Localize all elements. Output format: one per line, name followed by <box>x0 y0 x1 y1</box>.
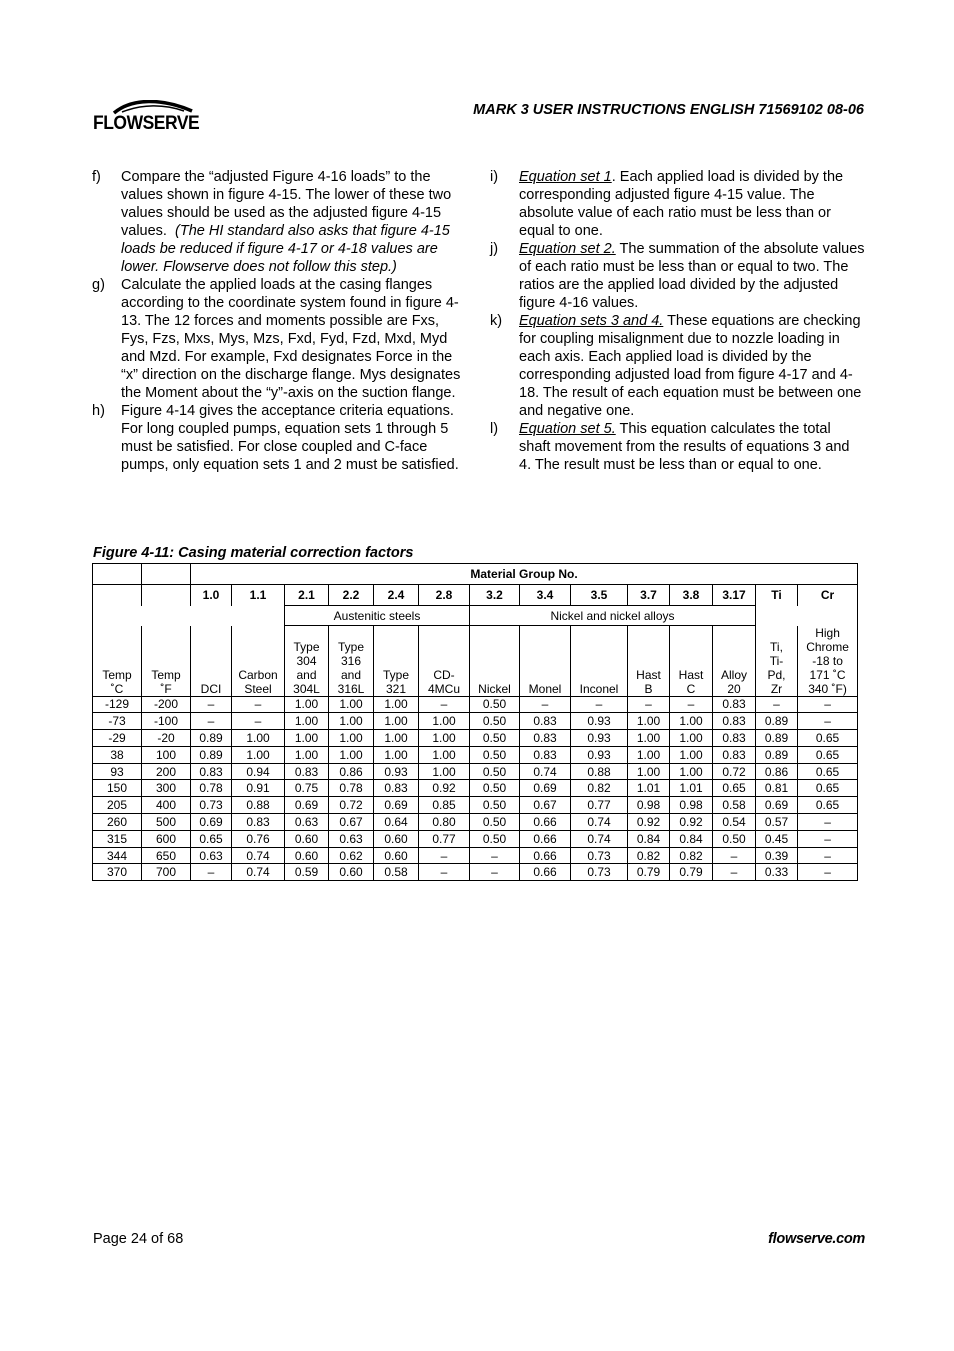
table-cell: – <box>756 696 798 713</box>
table-cell: 0.57 <box>756 814 798 831</box>
material-name-cell: Carbon Steel <box>232 626 285 697</box>
table-cell: 0.98 <box>628 797 670 814</box>
material-name-cell: Hast B <box>628 626 670 697</box>
table-cell: – <box>571 696 628 713</box>
table-cell: 650 <box>142 847 191 864</box>
table-cell: 0.83 <box>713 746 756 763</box>
table-cell: -29 <box>93 730 142 747</box>
table-cell: 1.00 <box>285 713 329 730</box>
table-cell: 0.86 <box>329 763 374 780</box>
material-name-cell: Inconel <box>571 626 628 697</box>
correction-factor-table <box>92 563 858 881</box>
table-cell: 400 <box>142 797 191 814</box>
table-cell: 0.89 <box>191 746 232 763</box>
table-cell: 0.67 <box>329 814 374 831</box>
table-cell: – <box>798 830 858 847</box>
table-cell: – <box>470 847 520 864</box>
table-cell: 0.83 <box>713 713 756 730</box>
group-number-cell: 3.5 <box>571 585 628 606</box>
table-cell: 0.92 <box>670 814 713 831</box>
group-number-cell: 3.8 <box>670 585 713 606</box>
table-cell: – <box>419 847 470 864</box>
table-cell: 0.33 <box>756 864 798 881</box>
table-cell: 0.60 <box>329 864 374 881</box>
table-cell: 0.79 <box>628 864 670 881</box>
item-text <box>519 240 865 312</box>
table-cell: 38 <box>93 746 142 763</box>
table-cell: 0.65 <box>798 780 858 797</box>
table-cell: 0.93 <box>571 730 628 747</box>
table-cell: 1.00 <box>628 763 670 780</box>
table-cell: 0.72 <box>329 797 374 814</box>
table-cell: 100 <box>142 746 191 763</box>
table-cell: 370 <box>93 864 142 881</box>
item-label: i) <box>490 169 499 185</box>
table-cell: 205 <box>93 797 142 814</box>
table-cell: 1.00 <box>374 746 419 763</box>
group-number-cell: 1.0 <box>191 585 232 606</box>
table-cell: 0.58 <box>713 797 756 814</box>
material-name-cell: Ti, Ti- Pd, Zr <box>756 626 798 697</box>
table-cell: 0.50 <box>470 730 520 747</box>
table-cell: 1.00 <box>285 730 329 747</box>
item-label: g) <box>92 277 105 293</box>
item-text: Calculate the applied loads at the casing flanges according to the coordinate system found in figure 4-13. The 12 forces and moments possible are Fxs, Fys, Fzs, Mxs, Mys, Mzs, Fxd, Fyd, Fzd, Mxd, Myd and Mzd. For example, Fxd designates Force in the “x” direction on the discharge flange. Mys designates the Moment about the “y”-axis on the suction flange. <box>121 277 461 401</box>
table-cell: 0.72 <box>713 763 756 780</box>
table-cell: 1.00 <box>628 713 670 730</box>
table-cell: 500 <box>142 814 191 831</box>
item-label: k) <box>490 313 503 329</box>
item-note: (The HI standard also asks that figure 4-15 loads be reduced if figure 4-17 or 4-18 values are lower. Flowserve does not follow this step.) <box>121 223 450 275</box>
table-cell: 0.69 <box>520 780 571 797</box>
table-cell: 0.65 <box>798 763 858 780</box>
table-cell: – <box>628 696 670 713</box>
table-cell: 0.50 <box>470 814 520 831</box>
table-cell: 0.59 <box>285 864 329 881</box>
item-label: l) <box>490 421 499 437</box>
table-cell: 0.92 <box>628 814 670 831</box>
page-number: Page 24 of 68 <box>93 1231 184 1247</box>
nickel-family-header: Nickel and nickel alloys <box>470 606 756 626</box>
table-cell: – <box>419 864 470 881</box>
table-cell: 0.86 <box>756 763 798 780</box>
item-body: This equation calculates the total shaft movement from the results of equations 3 and 4. The result must be less than or equal to one. <box>519 421 850 473</box>
table-cell: 0.60 <box>285 830 329 847</box>
table-cell: 1.00 <box>232 730 285 747</box>
table-cell: 344 <box>93 847 142 864</box>
table-cell: 0.75 <box>285 780 329 797</box>
table-cell: 1.00 <box>670 763 713 780</box>
table-cell: – <box>713 864 756 881</box>
table-cell: 0.93 <box>571 713 628 730</box>
table-cell: 1.00 <box>329 696 374 713</box>
material-name-cell: High Chrome -18 to 171 ˚C 340 ˚F) <box>798 626 858 697</box>
table-cell: 0.74 <box>520 763 571 780</box>
table-cell: 1.00 <box>285 696 329 713</box>
list-item <box>92 168 468 276</box>
table-cell: 0.82 <box>571 780 628 797</box>
document-title: MARK 3 USER INSTRUCTIONS ENGLISH 71569102 08-06 <box>473 102 864 118</box>
table-cell: 0.74 <box>232 864 285 881</box>
table-cell: 0.63 <box>285 814 329 831</box>
table-cell: 0.50 <box>470 713 520 730</box>
table-cell: 0.69 <box>191 814 232 831</box>
item-body: Compare the “adjusted Figure 4-16 loads” to the values shown in figure 4-15. The lower of these two values should be used as the adjusted figure 4-15 values. <box>121 169 452 239</box>
table-cell: 0.63 <box>329 830 374 847</box>
table-row <box>93 830 858 847</box>
item-text <box>121 168 468 276</box>
material-name-cell: Type 321 <box>374 626 419 697</box>
footer-site: flowserve.com <box>768 1231 865 1247</box>
table-cell: 0.50 <box>470 797 520 814</box>
blank-header-cell <box>756 606 858 626</box>
table-cell: -200 <box>142 696 191 713</box>
table-cell: 300 <box>142 780 191 797</box>
item-text: Figure 4-14 gives the acceptance criteria equations. For long coupled pumps, equation sets 1 through 5 must be satisfied. For close coupled and C-face pumps, only equation sets 1 and 2 must be satisfied. <box>121 403 459 473</box>
table-cell: 260 <box>93 814 142 831</box>
table-row <box>93 730 858 747</box>
left-column <box>92 168 468 474</box>
table-cell: 0.73 <box>191 797 232 814</box>
table-cell: 0.78 <box>191 780 232 797</box>
list-item <box>490 168 865 240</box>
table-row <box>93 713 858 730</box>
table-cell: 0.66 <box>520 830 571 847</box>
table-cell: 1.00 <box>419 730 470 747</box>
table-cell: – <box>419 696 470 713</box>
table-cell: 1.00 <box>329 746 374 763</box>
table-cell: 1.01 <box>670 780 713 797</box>
table-cell: 0.65 <box>191 830 232 847</box>
table-cell: 0.69 <box>285 797 329 814</box>
table-cell: 0.88 <box>571 763 628 780</box>
table-cell: – <box>191 696 232 713</box>
right-column <box>490 168 865 474</box>
item-title: Equation sets 3 and 4. <box>519 313 664 329</box>
material-name-cell: Type 304 and 304L <box>285 626 329 697</box>
table-cell: 0.84 <box>670 830 713 847</box>
table-cell: 0.39 <box>756 847 798 864</box>
table-row <box>93 864 858 881</box>
table-cell: 0.65 <box>713 780 756 797</box>
table-cell: 0.60 <box>374 847 419 864</box>
item-text <box>519 168 865 240</box>
table-row <box>93 763 858 780</box>
table-cell: – <box>520 696 571 713</box>
table-cell: 0.60 <box>374 830 419 847</box>
table-cell: – <box>798 713 858 730</box>
table-cell: 0.83 <box>713 730 756 747</box>
table-cell: 150 <box>93 780 142 797</box>
material-name-cell: DCI <box>191 626 232 697</box>
table-cell: 0.67 <box>520 797 571 814</box>
table-cell: 1.01 <box>628 780 670 797</box>
table-cell: 0.74 <box>571 814 628 831</box>
table-row <box>93 746 858 763</box>
austenitic-family-header: Austenitic steels <box>285 606 470 626</box>
list-item <box>490 420 865 474</box>
group-number-cell: 3.7 <box>628 585 670 606</box>
table-cell: 0.89 <box>191 730 232 747</box>
table-cell: 0.83 <box>520 713 571 730</box>
table-cell: 0.81 <box>756 780 798 797</box>
table-cell: 1.00 <box>329 713 374 730</box>
group-number-cell: 3.4 <box>520 585 571 606</box>
table-cell: 0.94 <box>232 763 285 780</box>
table-cell: – <box>191 864 232 881</box>
group-number-cell: 2.4 <box>374 585 419 606</box>
group-number-cell: Ti <box>756 585 798 606</box>
table-cell: 0.50 <box>470 830 520 847</box>
table-cell: 1.00 <box>374 696 419 713</box>
table-cell: 0.79 <box>670 864 713 881</box>
table-cell: 1.00 <box>670 730 713 747</box>
table-cell: 0.64 <box>374 814 419 831</box>
table-row <box>93 696 858 713</box>
list-item <box>490 240 865 312</box>
table-cell: 0.77 <box>419 830 470 847</box>
table-cell: 0.69 <box>756 797 798 814</box>
table-row <box>93 780 858 797</box>
table-cell: 1.00 <box>419 713 470 730</box>
table-cell: 0.50 <box>713 830 756 847</box>
item-title: Equation set 5. <box>519 421 616 437</box>
table-cell: -73 <box>93 713 142 730</box>
figure-caption: Figure 4-11: Casing material correction factors <box>93 545 414 561</box>
temp-c-header: Temp ˚C <box>93 626 142 697</box>
table-cell: 0.78 <box>329 780 374 797</box>
table-cell: 1.00 <box>374 730 419 747</box>
table-cell: 0.89 <box>756 746 798 763</box>
table-row <box>93 797 858 814</box>
table-cell: 1.00 <box>419 763 470 780</box>
table-cell: 0.66 <box>520 847 571 864</box>
item-text <box>519 312 865 420</box>
list-item <box>490 312 865 420</box>
table-cell: 1.00 <box>374 713 419 730</box>
table-cell: 0.66 <box>520 814 571 831</box>
item-body: The summation of the absolute values of each ratio must be less than or equal to two. The ratios are the applied load divided by the adjusted figure 4-16 values. <box>519 241 865 311</box>
table-cell: 0.76 <box>232 830 285 847</box>
item-label: h) <box>92 403 105 419</box>
table-cell: 0.83 <box>285 763 329 780</box>
table-cell: 1.00 <box>232 746 285 763</box>
table-cell: 0.63 <box>191 847 232 864</box>
material-name-cell: CD- 4MCu <box>419 626 470 697</box>
table-cell: – <box>232 713 285 730</box>
table-cell: 0.83 <box>713 696 756 713</box>
table-cell: 0.65 <box>798 797 858 814</box>
table-cell: – <box>798 864 858 881</box>
table-cell: 0.73 <box>571 864 628 881</box>
table-corner-cell <box>93 564 142 585</box>
group-number-cell: Cr <box>798 585 858 606</box>
table-cell: -20 <box>142 730 191 747</box>
table-cell: 0.85 <box>419 797 470 814</box>
table-cell: 0.93 <box>374 763 419 780</box>
table-cell: – <box>232 696 285 713</box>
material-name-cell: Type 316 and 316L <box>329 626 374 697</box>
group-number-cell: 2.8 <box>419 585 470 606</box>
table-cell: – <box>798 814 858 831</box>
table-cell: 0.83 <box>374 780 419 797</box>
table-cell: – <box>713 847 756 864</box>
table-cell: 0.50 <box>470 780 520 797</box>
table-cell: 0.45 <box>756 830 798 847</box>
table-cell: – <box>470 864 520 881</box>
table-cell: – <box>191 713 232 730</box>
table-cell: 0.50 <box>470 763 520 780</box>
table-cell: 0.66 <box>520 864 571 881</box>
item-title: Equation set 2. <box>519 241 616 257</box>
table-cell: 1.00 <box>670 713 713 730</box>
table-cell: – <box>798 847 858 864</box>
group-number-cell: 3.17 <box>713 585 756 606</box>
table-cell: 0.69 <box>374 797 419 814</box>
blank-header-cell <box>93 585 142 606</box>
item-body: These equations are checking for coupling misalignment due to nozzle loading in each axis. Each applied load is divided by the corresponding adjusted load from figure 4-17 and 4-18. The result of each equation must be between one and negative one. <box>519 313 862 419</box>
table-cell: 0.83 <box>232 814 285 831</box>
table-cell: 0.82 <box>628 847 670 864</box>
table-cell: 1.00 <box>670 746 713 763</box>
table-cell: -100 <box>142 713 191 730</box>
item-body: . Each applied load is divided by the corresponding adjusted figure 4-15 value. The absolute value of each ratio must be less than or equal to one. <box>519 169 844 239</box>
table-row <box>93 847 858 864</box>
table-cell: -129 <box>93 696 142 713</box>
material-name-cell: Monel <box>520 626 571 697</box>
blank-header-cell <box>93 606 285 626</box>
table-cell: 0.98 <box>670 797 713 814</box>
item-label: j) <box>490 241 499 257</box>
list-item <box>92 402 468 474</box>
table-cell: 200 <box>142 763 191 780</box>
table-cell: 0.91 <box>232 780 285 797</box>
table-cell: – <box>798 696 858 713</box>
table-cell: 0.83 <box>191 763 232 780</box>
table-cell: 0.74 <box>571 830 628 847</box>
table-cell: 0.84 <box>628 830 670 847</box>
material-group-header: Material Group No. <box>191 564 858 585</box>
logo-text: FLOWSERVE <box>93 113 200 134</box>
table-row <box>93 814 858 831</box>
table-cell: 1.00 <box>628 746 670 763</box>
material-name-cell: Alloy 20 <box>713 626 756 697</box>
table-cell: 0.83 <box>520 730 571 747</box>
table-cell: 700 <box>142 864 191 881</box>
group-number-cell: 3.2 <box>470 585 520 606</box>
table-cell: 93 <box>93 763 142 780</box>
table-cell: 315 <box>93 830 142 847</box>
flowserve-logo <box>92 100 212 140</box>
blank-header-cell <box>142 585 191 606</box>
table-cell: 0.74 <box>232 847 285 864</box>
table-cell: 0.50 <box>470 746 520 763</box>
item-title: Equation set 1 <box>519 169 612 185</box>
table-cell: 1.00 <box>285 746 329 763</box>
temp-f-header: Temp ˚F <box>142 626 191 697</box>
table-cell: 0.65 <box>798 746 858 763</box>
table-cell: 0.62 <box>329 847 374 864</box>
item-text <box>519 420 865 474</box>
table-cell: 0.73 <box>571 847 628 864</box>
list-item <box>92 276 468 402</box>
group-number-cell: 1.1 <box>232 585 285 606</box>
material-name-cell: Nickel <box>470 626 520 697</box>
table-cell: 0.58 <box>374 864 419 881</box>
table-cell: 0.83 <box>520 746 571 763</box>
table-cell: 600 <box>142 830 191 847</box>
table-cell: 0.92 <box>419 780 470 797</box>
table-cell: 0.65 <box>798 730 858 747</box>
table-cell: 0.82 <box>670 847 713 864</box>
table-cell: 1.00 <box>419 746 470 763</box>
table-cell: 0.89 <box>756 713 798 730</box>
table-cell: 0.93 <box>571 746 628 763</box>
table-corner-cell <box>142 564 191 585</box>
group-number-cell: 2.1 <box>285 585 329 606</box>
table-cell: 0.60 <box>285 847 329 864</box>
table-cell: 1.00 <box>329 730 374 747</box>
table-cell: 0.50 <box>470 696 520 713</box>
table-cell: 0.80 <box>419 814 470 831</box>
table-cell: – <box>670 696 713 713</box>
item-label: f) <box>92 169 101 185</box>
table-cell: 0.77 <box>571 797 628 814</box>
material-name-cell: Hast C <box>670 626 713 697</box>
table-cell: 0.89 <box>756 730 798 747</box>
table-cell: 1.00 <box>628 730 670 747</box>
table-cell: 0.88 <box>232 797 285 814</box>
group-number-cell: 2.2 <box>329 585 374 606</box>
table-cell: 0.54 <box>713 814 756 831</box>
